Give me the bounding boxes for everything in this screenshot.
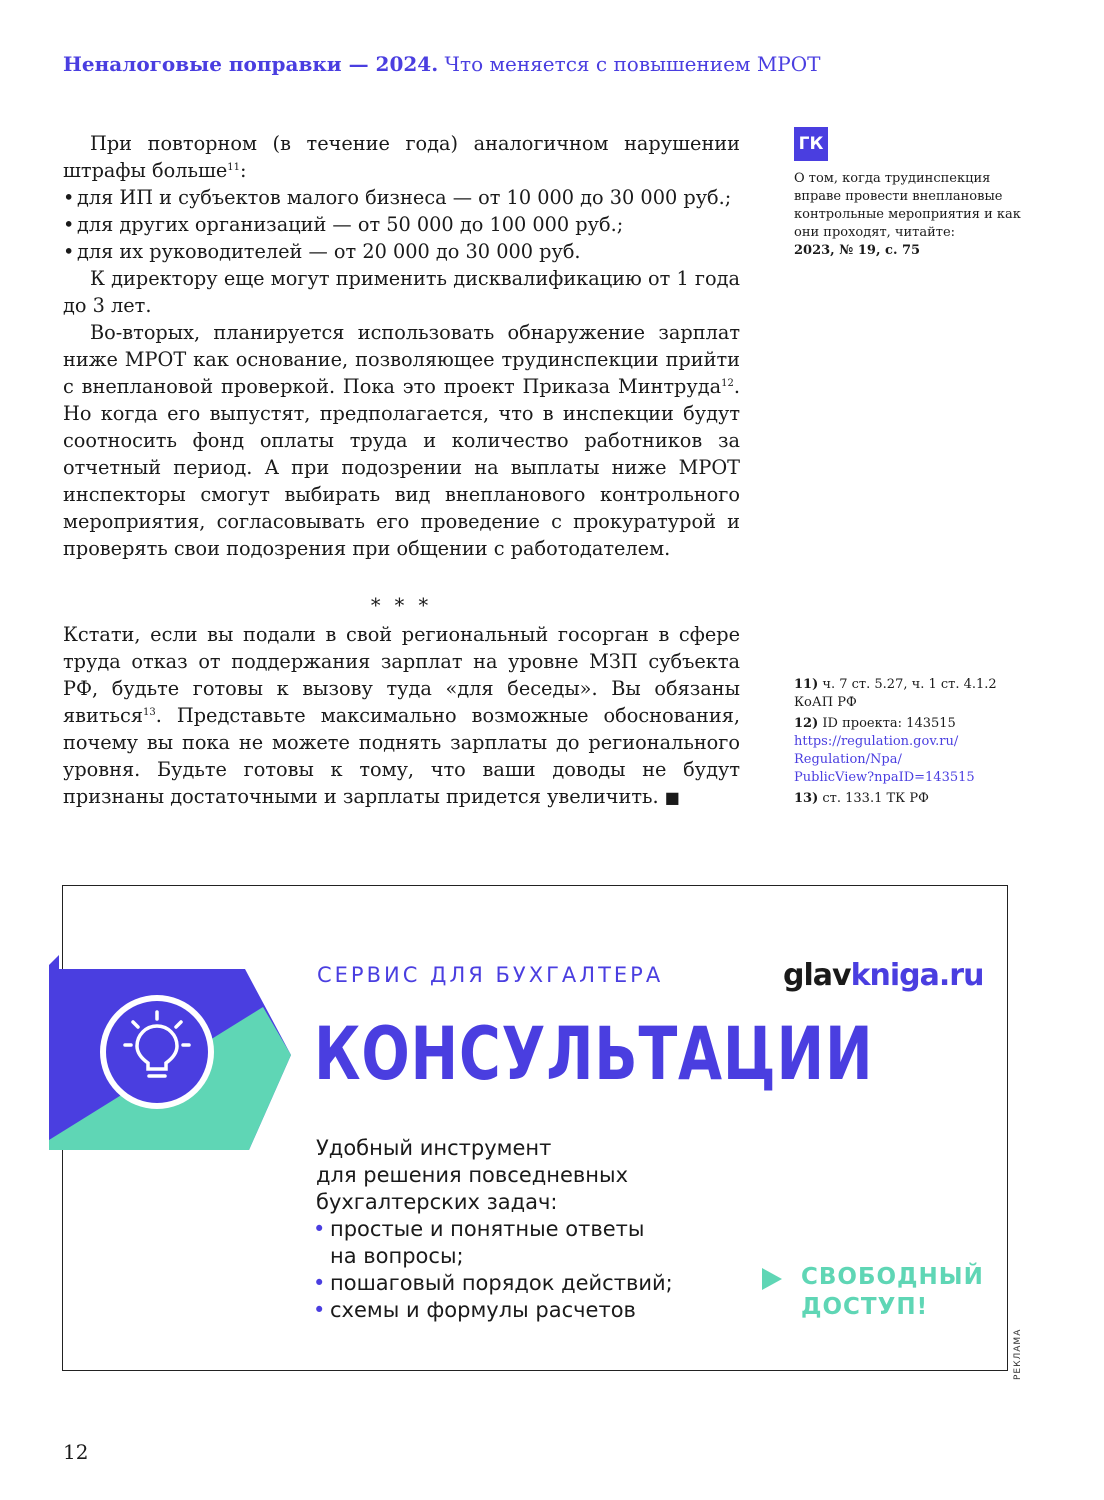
list-item: • для их руководителей — от 20 000 до 30 000 руб.: [63, 238, 740, 265]
end-mark-icon: ■: [664, 788, 680, 807]
ad-title: КОНСУЛЬТАЦИИ: [314, 1012, 874, 1097]
header-article-title: Что меняется с повышением МРОТ: [444, 52, 821, 76]
footnote-ref-12[interactable]: 12: [721, 378, 734, 389]
gk-logo-icon: ГК: [794, 127, 828, 161]
sidebar-note: [794, 170, 1024, 260]
footnote-13: 13) ст. 133.1 ТК РФ: [794, 791, 929, 806]
footnote-11: 11) ч. 7 ст. 5.27, ч. 1 ст. 4.1.2 КоАП РФ: [794, 677, 997, 710]
list-item: • для ИП и субъектов малого бизнеса — от 10 000 до 30 000 руб.;: [63, 184, 740, 211]
ad-desc-line: для решения повседневных: [316, 1163, 629, 1187]
footnotes: [794, 676, 1024, 811]
list-item: • простые и понятные ответы на вопросы;: [316, 1216, 673, 1270]
section-divider: * * *: [370, 594, 433, 617]
footnote-ref-13[interactable]: 13: [143, 707, 156, 718]
ad-desc-line: Удобный инструмент: [316, 1136, 552, 1160]
list-item: • пошаговый порядок действий;: [316, 1270, 673, 1297]
header-section-title: Неналоговые поправки — 2024.: [63, 52, 439, 76]
fines-list: [63, 184, 740, 265]
paragraph-regional: Кстати, если вы подали в свой региональный госорган в сфере труда отказ от поддержания зарплат на уровне МЗП субъекта РФ, будьте готовы к вызову туда «для беседы». Вы обязаны явиться$^{13}$. Представьте максимально возможные обоснования, почему вы пока не можете поднять зарплаты до регионального уровня. Будьте готовы к тому, что ваши доводы не будут признаны достаточными и зарплаты придется увеличить. ■: [63, 623, 740, 808]
ad-domain[interactable]: glavkniga.ru: [783, 958, 984, 993]
footnote-12: 12) ID проекта: 143515 https://regulation.gov.ru/ Regulation/Npa/ PublicView?npaID=143515: [794, 715, 1024, 787]
regulation-link[interactable]: https://regulation.gov.ru/ Regulation/Npa/ PublicView?npaID=143515: [794, 734, 975, 785]
ad-subtitle: СЕРВИС ДЛЯ БУХГАЛТЕРА: [317, 963, 664, 987]
sidebar-note-ref[interactable]: 2023, № 19, с. 75: [794, 243, 921, 258]
ad-description: [316, 1135, 673, 1324]
ad-features: [316, 1216, 673, 1324]
running-header: [63, 52, 821, 76]
sidebar-note-text: О том, когда трудинспекция вправе провести внеплановые контрольные мероприятия и как они проходят, читайте:: [794, 171, 1021, 240]
lightbulb-badge: [49, 955, 291, 1155]
play-arrow-icon: [762, 1268, 782, 1290]
paragraph-inspection: Во-вторых, планируется использовать обнаружение зарплат ниже МРОТ как основание, позволяющее трудинспекции прийти с внеплановой проверкой. Пока это проект Приказа Минтруда$^{12}$. Но когда его выпустят, предполагается, что в инспекции будут соотносить фонд оплаты труда и количество работников за отчетный период. А при подозрении на выплаты ниже МРОТ инспекторы смогут выбирать вид внепланового контрольного мероприятия, согласовывать его проведение с прокуратурой и проверять свои подозрения при общении с работодателем.: [63, 321, 740, 560]
list-item: • для других организаций — от 50 000 до 100 000 руб.;: [63, 211, 740, 238]
page-number: 12: [63, 1440, 89, 1464]
list-item: • схемы и формулы расчетов: [316, 1297, 673, 1324]
paragraph-disqualification: К директору еще могут применить дисквалификацию от 1 года до 3 лет.: [63, 267, 740, 317]
footnote-ref-11[interactable]: 11: [227, 162, 241, 173]
article-body: [63, 130, 740, 811]
ad-label: РЕКЛАМА: [1013, 1328, 1023, 1380]
paragraph-repeat-fines: При повторном (в течение года) аналогичном нарушении штрафы больше$^{11}$:: [63, 132, 740, 182]
ad-desc-line: бухгалтерских задач:: [316, 1190, 558, 1214]
free-access-cta[interactable]: СВОБОДНЫЙ ДОСТУП!: [762, 1262, 984, 1322]
